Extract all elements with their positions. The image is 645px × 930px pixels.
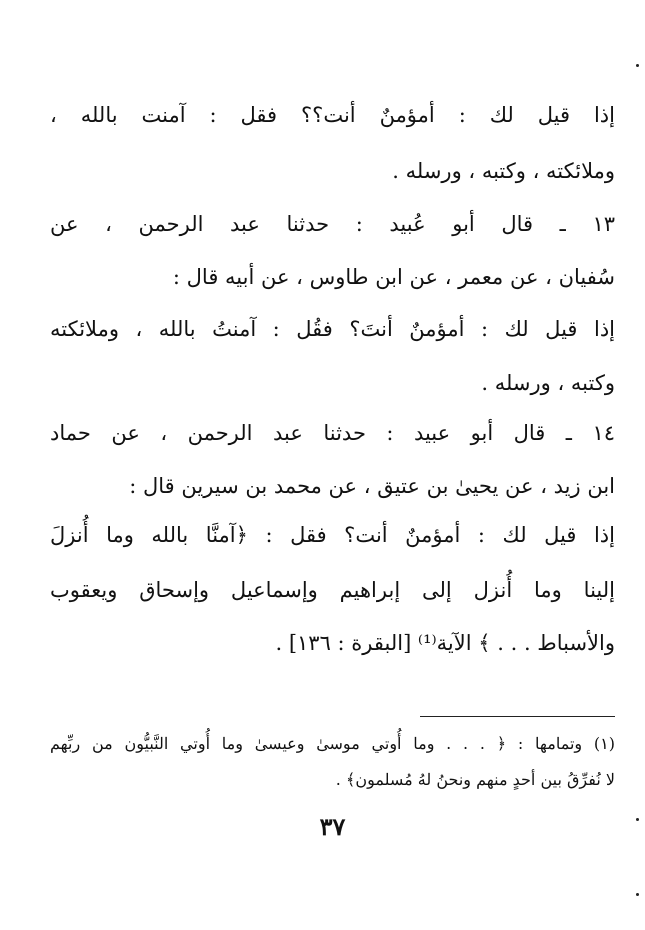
text-line-11: والأسباط . . . ﴾ الآية⁽¹⁾ [البقرة : ١٣٦] . xyxy=(275,631,615,655)
text-line-9: إذا قيل لك : أمؤمنٌ أنت؟ فقل : ﴿آمنَّا بالله وما أُنزلَ xyxy=(50,523,615,547)
text-line-5: إذا قيل لك : أمؤمنٌ أنتَ؟ فقُل : آمنتُ بالله ، وملائكته xyxy=(50,317,615,341)
scan-speck xyxy=(636,64,639,67)
text-line-4: سُفيان ، عن معمر ، عن ابن طاوس ، عن أبيه قال : xyxy=(172,265,615,289)
text-line-6: وكتبه ، ورسله . xyxy=(481,371,615,395)
footnote-line-1: (١) وتمامها : ﴿ . . . وما أُوتي موسىٰ وعيسىٰ وما أُوتي النَّبيُّون من ربِّهم xyxy=(50,734,615,753)
text-line-3: ١٣ ـ قال أبو عُبيد : حدثنا عبد الرحمن ، عن xyxy=(50,212,615,236)
text-line-2: وملائكته ، وكتبه ، ورسله . xyxy=(392,159,615,183)
text-line-1: إذا قيل لك : أمؤمنٌ أنت؟؟ فقل : آمنت بالله ، xyxy=(50,103,615,127)
scan-speck xyxy=(636,818,639,821)
scan-speck xyxy=(636,893,639,896)
text-line-8: ابن زيد ، عن يحيىٰ بن عتيق ، عن محمد بن سيرين قال : xyxy=(129,474,615,498)
text-line-10: إلينا وما أُنزل إلى إبراهيم وإسماعيل وإسحاق ويعقوب xyxy=(50,578,615,602)
book-page xyxy=(50,0,615,930)
footnote-separator xyxy=(420,716,615,717)
text-line-7: ١٤ ـ قال أبو عبيد : حدثنا عبد الرحمن ، عن حماد xyxy=(50,421,615,445)
footnote-line-2: لا نُفرِّقُ بين أحدٍ منهم ونحنُ لهُ مُسلمون﴾ . xyxy=(335,770,615,789)
page-number: ٣٧ xyxy=(319,812,346,841)
